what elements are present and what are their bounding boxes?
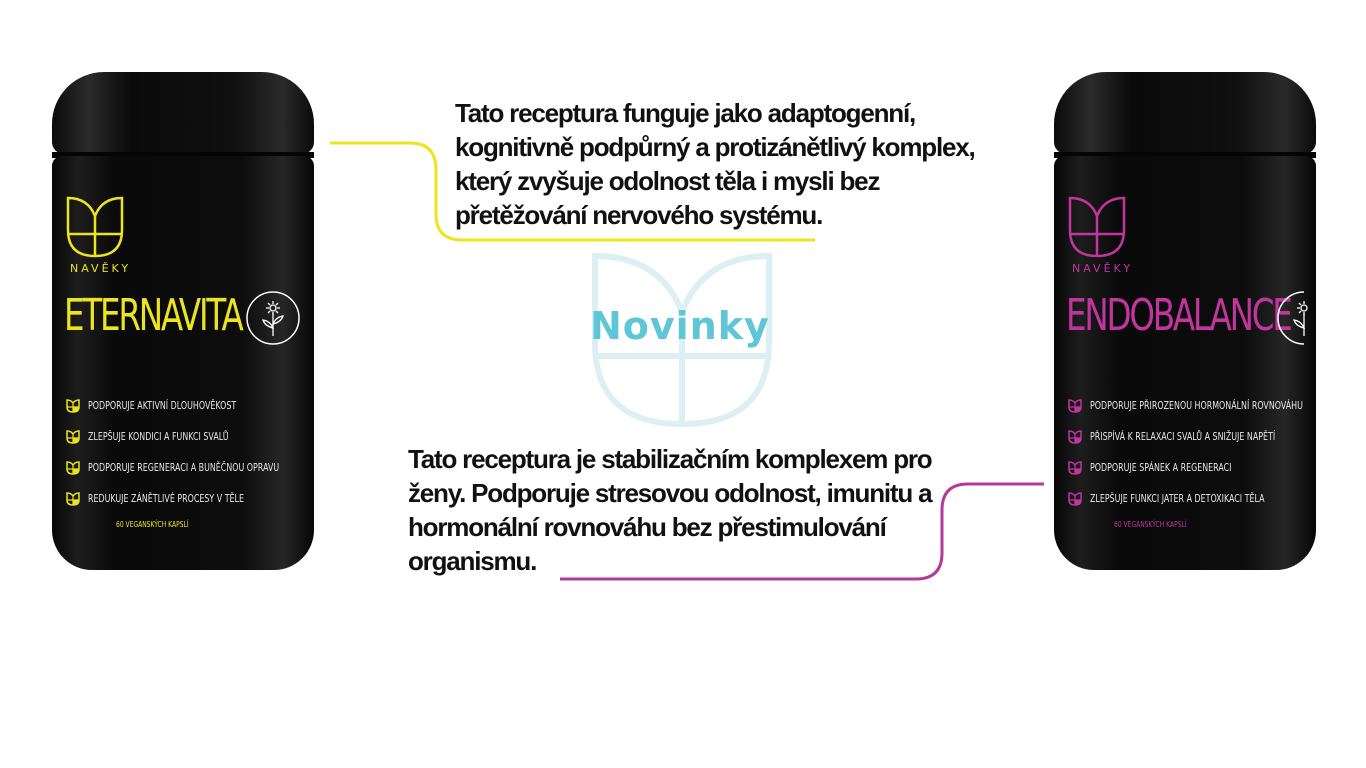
benefit-list [66, 390, 353, 514]
benefit-item: ZLEPŠUJE KONDICI A FUNKCI SVALŮ [66, 421, 353, 452]
jar-lid [52, 72, 314, 154]
leaf-bullet-icon [1068, 399, 1082, 413]
capsule-count: 60 VEGANSKÝCH KAPSLÍ [116, 520, 189, 529]
endobalance-jar [1054, 72, 1316, 572]
benefit-item: PŘISPÍVÁ K RELAXACI SVALŮ A SNIŽUJE NAPĚTÍ [1068, 421, 1366, 452]
product-name: ETERNAVITA [64, 290, 242, 341]
leaf-bullet-icon [1068, 461, 1082, 475]
leaf-bullet-icon [66, 399, 80, 413]
leaf-bullet-icon [66, 492, 80, 506]
brand-name: NAVĚKY [1072, 262, 1134, 275]
eternavita-jar [52, 72, 314, 572]
benefit-item: PODPORUJE AKTIVNÍ DLOUHOVĚKOST [66, 390, 353, 421]
page-title: Novinky [590, 304, 770, 348]
capsule-count: 60 VEGANSKÝCH KAPSLÍ [1114, 520, 1187, 529]
naveky-logo-icon [66, 196, 124, 258]
flower-icon [1276, 290, 1316, 346]
endobalance-description: Tato receptura je stabilizačním komplexem pro ženy. Podporuje stresovou odolnost, imunitu a hormonální rovnováhu bez přestimulování organismu. [408, 444, 932, 576]
flower-icon [245, 290, 301, 346]
naveky-logo-icon [1068, 196, 1126, 258]
benefit-item: PODPORUJE REGENERACI A BUNĚČNOU OPRAVU [66, 452, 353, 483]
benefit-item: PODPORUJE SPÁNEK A REGENERACI [1068, 452, 1366, 483]
leaf-bullet-icon [66, 461, 80, 475]
benefit-item: ZLEPŠUJE FUNKCI JATER A DETOXIKACI TĚLA [1068, 483, 1366, 514]
leaf-bullet-icon [66, 430, 80, 444]
leaf-bullet-icon [1068, 492, 1082, 506]
brand-name: NAVĚKY [70, 262, 132, 275]
benefit-item: REDUKUJE ZÁNĚTLIVÉ PROCESY V TĚLE [66, 483, 353, 514]
eternavita-description: Tato receptura funguje jako adaptogenní, kognitivně podpůrný a protizánětlivý komplex, který zvyšuje odolnost těla i mysli bez přetěžování nervového systému. [455, 98, 975, 230]
benefit-list [1068, 390, 1366, 514]
jar-lid [1054, 72, 1316, 154]
product-name: ENDOBALANCE [1066, 290, 1291, 341]
benefit-item: PODPORUJE PŘIROZENOU HORMONÁLNÍ ROVNOVÁHU [1068, 390, 1366, 421]
leaf-bullet-icon [1068, 430, 1082, 444]
